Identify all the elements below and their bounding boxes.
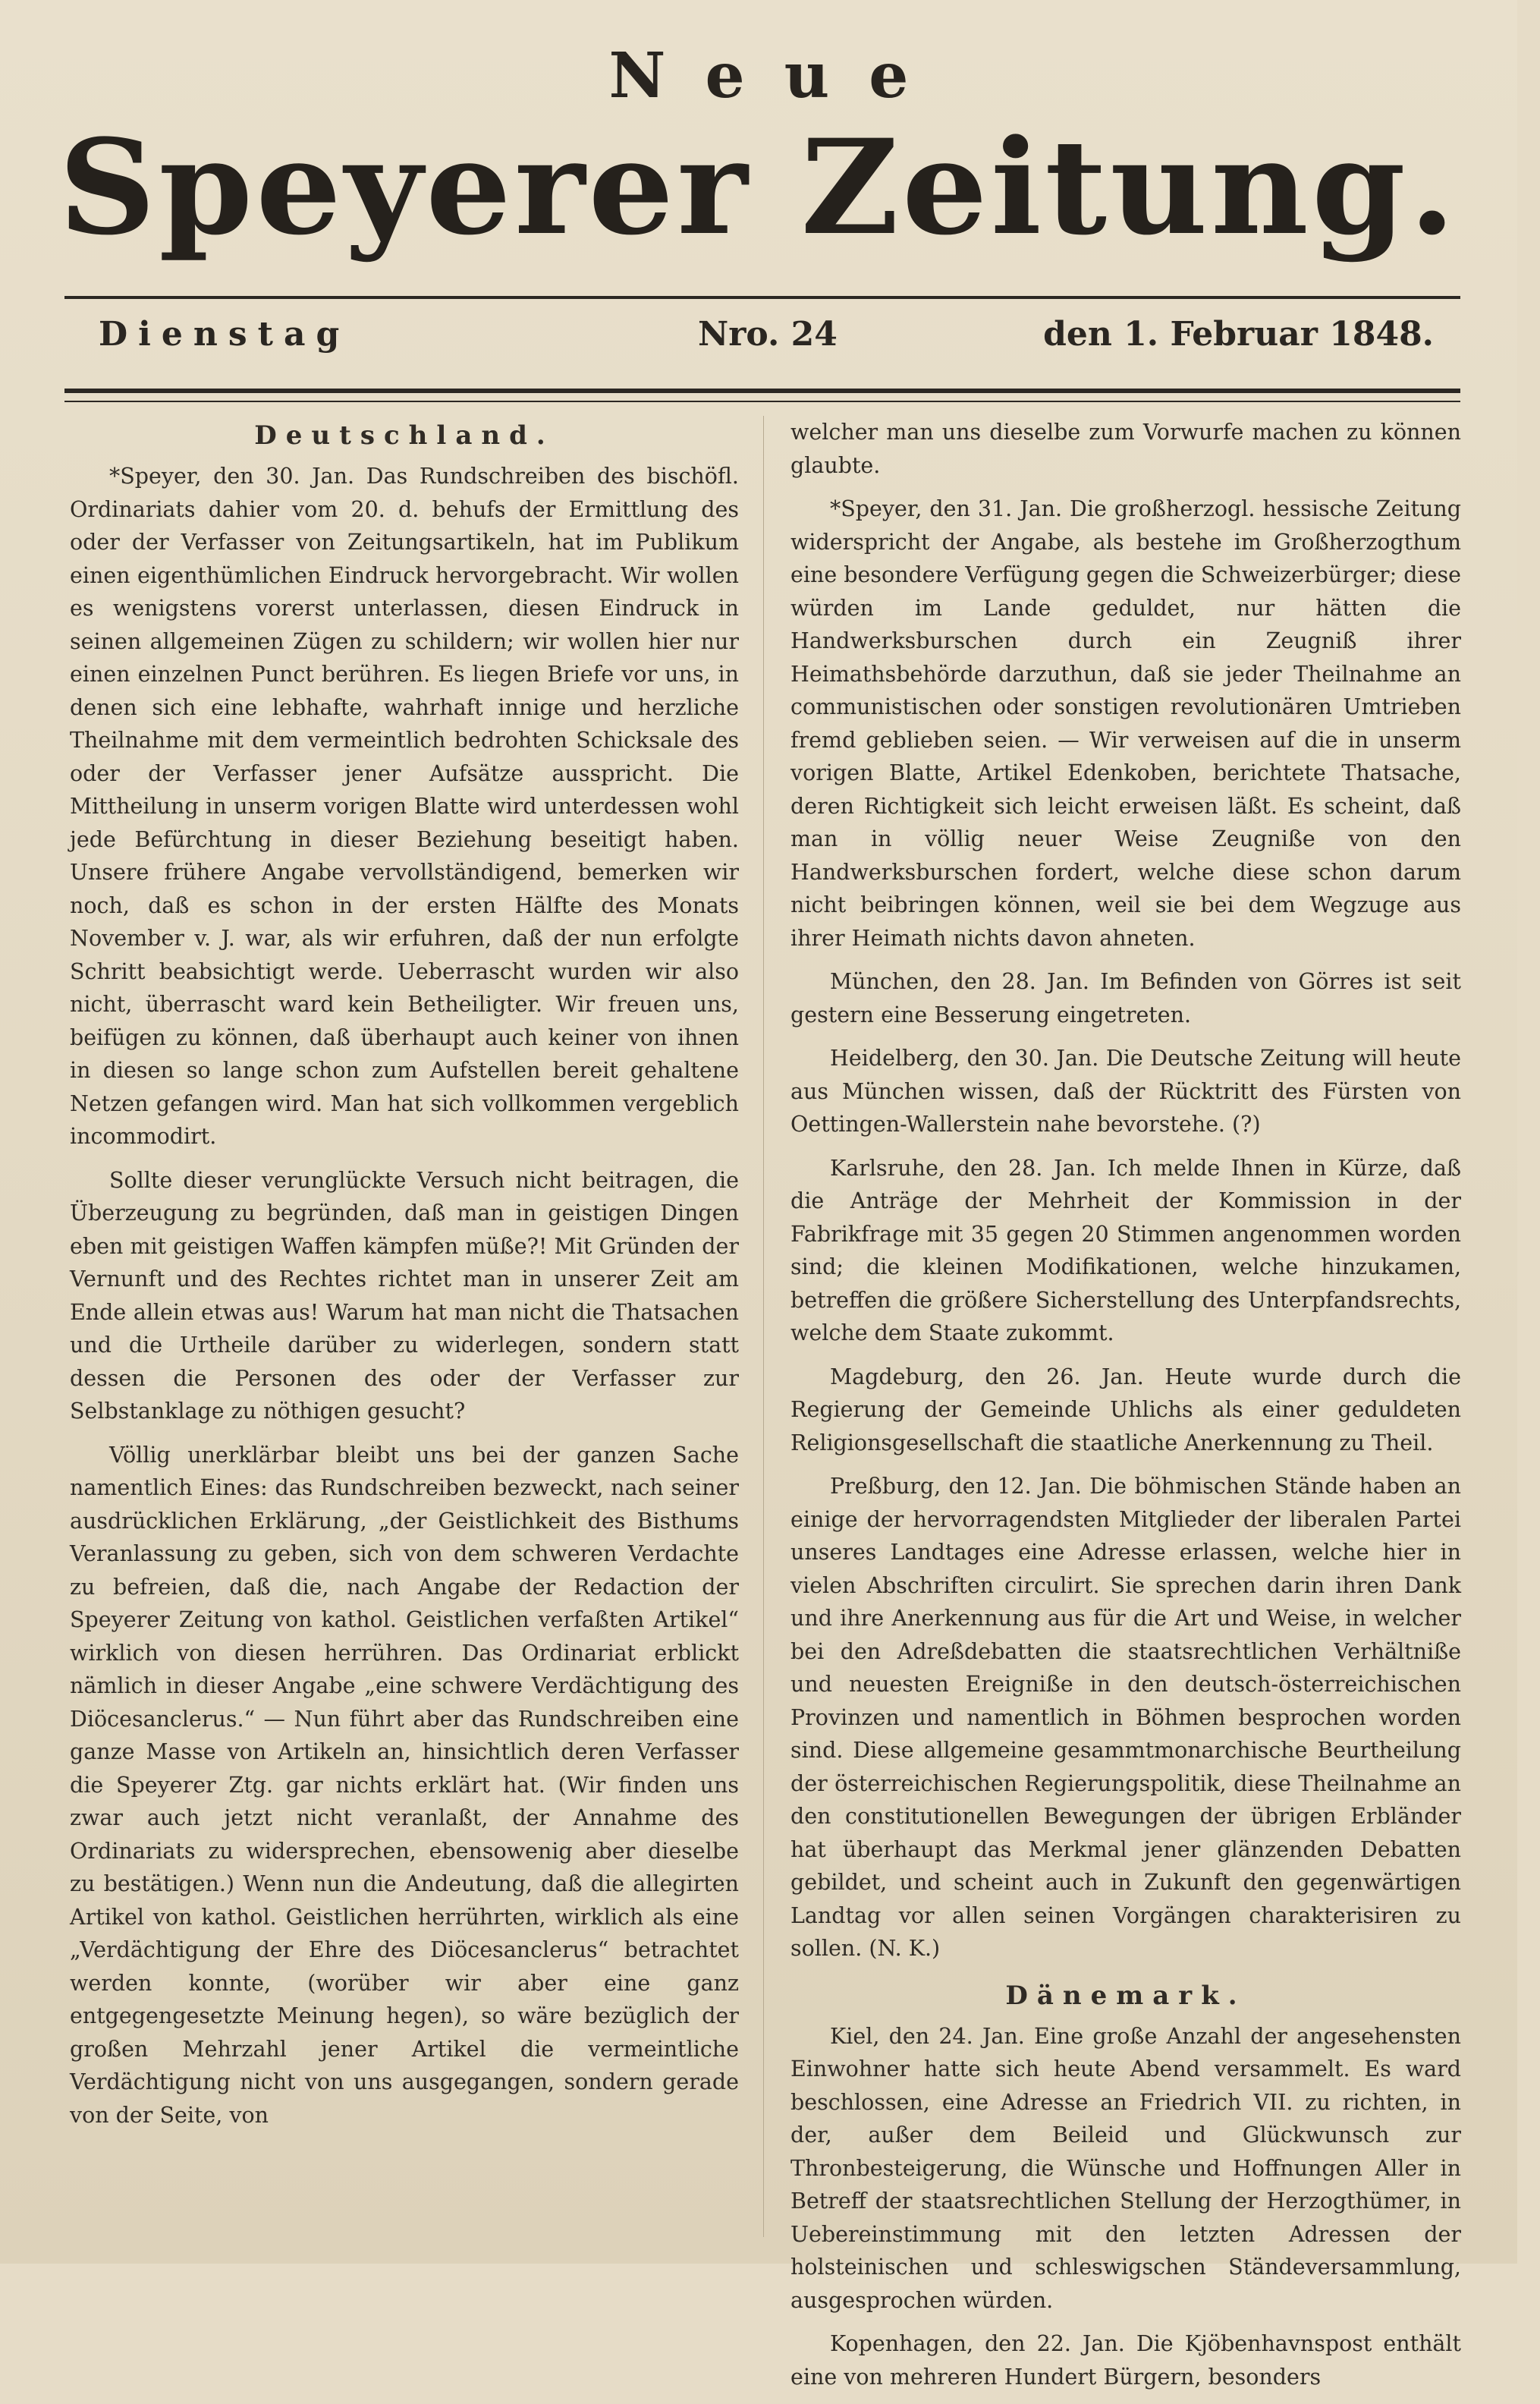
article-paragraph: Sollte dieser verunglückte Versuch nicht beitragen, die Überzeugung zu begründen, daß man in geistigen Dingen eben mit geistigen Waffen kämpfen müße?! Mit Gründen der Vernunft und des Rechtes richtet man in unserer Zeit am Ende allein etwas aus! Warum hat man nicht die Thatsachen und die Urtheile darüber zu widerlegen, sondern statt dessen die Personen des oder der Verfasser zur Selbstanklage zu nöthigen gesucht?: [70, 1167, 739, 1424]
issue-day: Dienstag: [99, 315, 350, 354]
article-paragraph: Karlsruhe, den 28. Jan. Ich melde Ihnen in Kürze, daß die Anträge der Mehrheit der Kommission in der Fabrikfrage mit 35 gegen 20 Stimmen angenommen worden sind; die kleinen Modifikationen, welche hinzukamen, betreffen die größere Sicherstellung des Unterpfandsrechts, welche dem Staate zukommt.: [790, 1155, 1461, 1345]
article-paragraph: Heidelberg, den 30. Jan. Die Deutsche Zeitung will heute aus München wissen, daß der Rücktritt des Fürsten von Oettingen-Wallerstein nahe bevorstehe. (?): [790, 1046, 1461, 1137]
top-rule: [64, 296, 1460, 299]
article-paragraph: Kopenhagen, den 22. Jan. Die Kjöbenhavnspost enthält eine von mehreren Hundert Bürgern, besonders: [790, 2331, 1461, 2390]
article-paragraph: Völlig unerklärbar bleibt uns bei der ganzen Sache namentlich Eines: das Rundschreiben bezweckt, nach seiner ausdrücklichen Erklärung, „der Geistlichkeit des Bisthums Veranlassung zu geben, sich von dem schweren Verdachte zu befreien, daß die, nach Angabe der Redaction der Speyerer Zeitung von kathol. Geistlichen verfaßten Artikel“ wirklich von diesen herrühren. Das Ordinariat erblickt nämlich in dieser Angabe „eine schwere Verdächtigung des Diöcesanclerus.“ — Nun führt aber das Rundschreiben eine ganze Masse von Artikeln an, hinsichtlich deren Verfasser die Speyerer Ztg. gar nichts erklärt hat. (Wir finden uns zwar auch jetzt nicht veranlaßt, der Annahme des Ordinariats zu widersprechen, ebensowenig aber dieselbe zu bestätigen.) Wenn nun die Andeutung, daß die allegirten Artikel von kathol. Geistlichen herrührten, wirklich als eine „Verdächtigung der Ehre des Diöcesanclerus“ betrachtet werden konnte, (worüber wir aber eine ganz entgegengesetzte Meinung hegen), so wäre bezüglich der großen Mehrzahl jener Artikel die vermeintliche Verdächtigung nicht von uns ausgegangen, sondern gerade von der Seite, von: [70, 1442, 739, 2128]
issue-date: den 1. Februar 1848.: [1043, 315, 1434, 354]
left-column: [70, 416, 739, 2142]
masthead: [0, 39, 1517, 264]
article-paragraph: Preßburg, den 12. Jan. Die böhmischen Stände haben an einige der hervorragendsten Mitglieder der liberalen Partei unseres Landtages eine Adresse erlassen, welche hier in vielen Abschriften circulirt. Sie sprechen darin ihren Dank und ihre Anerkennung aus für die Art und Weise, in welcher bei den Adreßdebatten die staatsrechtlichen Verhältniße und neuesten Ereigniße in den deutsch-österreichischen Provinzen und namentlich in Böhmen besprochen worden sind. Diese allgemeine gesammtmonarchische Beurtheilung der österreichischen Regierungspolitik, diese Theilnahme an den constitutionellen Bewegungen der übrigen Erbländer hat überhaupt das Merkmal jener glänzenden Debatten gebildet, und scheint auch in Zukunft den gegenwärtigen Landtag vor allen seinen Vorgängen charakterisiren zu sollen. (N. K.): [790, 1474, 1461, 1961]
section-heading-daenemark: Dänemark.: [1005, 1980, 1246, 2011]
article-paragraph: Kiel, den 24. Jan. Eine große Anzahl der angesehensten Einwohner hatte sich heute Abend versammelt. Es ward beschlossen, eine Adresse an Friedrich VII. zu richten, in der, außer dem Beileid und Glückwunsch zur Thronbesteigerung, die Wünsche und Hoffnungen Aller in Betreff der staatsrechtlichen Stellung der Herzogthümer, in Uebereinstimmung mit den letzten Adressen der holsteinischen und schleswigschen Ständeversammlung, ausgesprochen würden.: [790, 2023, 1461, 2313]
column-divider: [763, 416, 764, 2237]
article-paragraph: München, den 28. Jan. Im Befinden von Görres ist seit gestern eine Besserung eingetreten.: [790, 969, 1461, 1027]
article-paragraph: welcher man uns dieselbe zum Vorwurfe machen zu können glaubte.: [790, 420, 1461, 478]
section-heading-deutschland: Deutschland.: [254, 420, 555, 451]
article-paragraph: *Speyer, den 31. Jan. Die großherzogl. hessische Zeitung widerspricht der Angabe, als bestehe im Großherzogthum eine besondere Verfügung gegen die Schweizerbürger; diese würden im Lande geduldet, nur hätten die Handwerksburschen durch ein Zeugniß ihrer Heimathsbehörde darzuthun, daß sie jeder Theilnahme an communistischen oder sonstigen revolutionären Umtrieben fremd geblieben seien. — Wir verweisen auf die in unserm vorigen Blatte, Artikel Edenkoben, berichtete Thatsache, deren Richtigkeit sich leicht erweisen läßt. Es scheint, daß man in völlig neuer Weise Zeugniße von den Handwerksburschen fordert, welche diese schon darum nicht beibringen können, weil sie bei dem Wegzuge aus ihrer Heimath nichts davon ahneten.: [790, 496, 1461, 951]
bottom-double-rule: [64, 389, 1460, 402]
article-paragraph: Magdeburg, den 26. Jan. Heute wurde durch die Regierung der Gemeinde Uhlichs als einer geduldeten Religionsgesellschaft die staatliche Anerkennung zu Theil.: [790, 1364, 1461, 1455]
right-column: [790, 416, 1461, 2404]
masthead-kicker: Neue: [608, 39, 948, 112]
article-paragraph: *Speyer, den 30. Jan. Das Rundschreiben des bischöfl. Ordinariats dahier vom 20. d. behufs der Ermittlung des oder der Verfasser von Zeitungsartikeln, hat im Publikum einen eigenthümlichen Eindruck hervorgebracht. Wir wollen es wenigstens vorerst unterlassen, diesen Eindruck in seinen allgemeinen Zügen zu schildern; wir wollen hier nur einen einzelnen Punct berühren. Es liegen Briefe vor uns, in denen sich eine lebhafte, wahrhaft innige und herzliche Theilnahme mit dem vermeintlich bedrohten Schicksale des oder der Verfasser jener Aufsätze ausspricht. Die Mittheilung in unserm vorigen Blatte wird unterdessen wohl jede Befürchtung in dieser Beziehung beseitigt haben. Unsere frühere Angabe vervollständigend, bemerken wir noch, daß es schon in der ersten Hälfte des Monats November v. J. war, als wir erfuhren, daß der nun erfolgte Schritt beabsichtigt werde. Ueberrascht wurden wir also nicht, überrascht ward kein Betheiligter. Wir freuen uns, beifügen zu können, daß überhaupt auch keiner von ihnen in diesen so lange schon zum Aufstellen bereit gehaltene Netzen gefangen wird. Man hat sich vollkommen vergeblich incommodirt.: [70, 464, 739, 1149]
issue-number: Nro. 24: [698, 315, 838, 354]
masthead-title: Speyerer Zeitung.: [58, 110, 1459, 264]
dateline: [99, 315, 1434, 368]
